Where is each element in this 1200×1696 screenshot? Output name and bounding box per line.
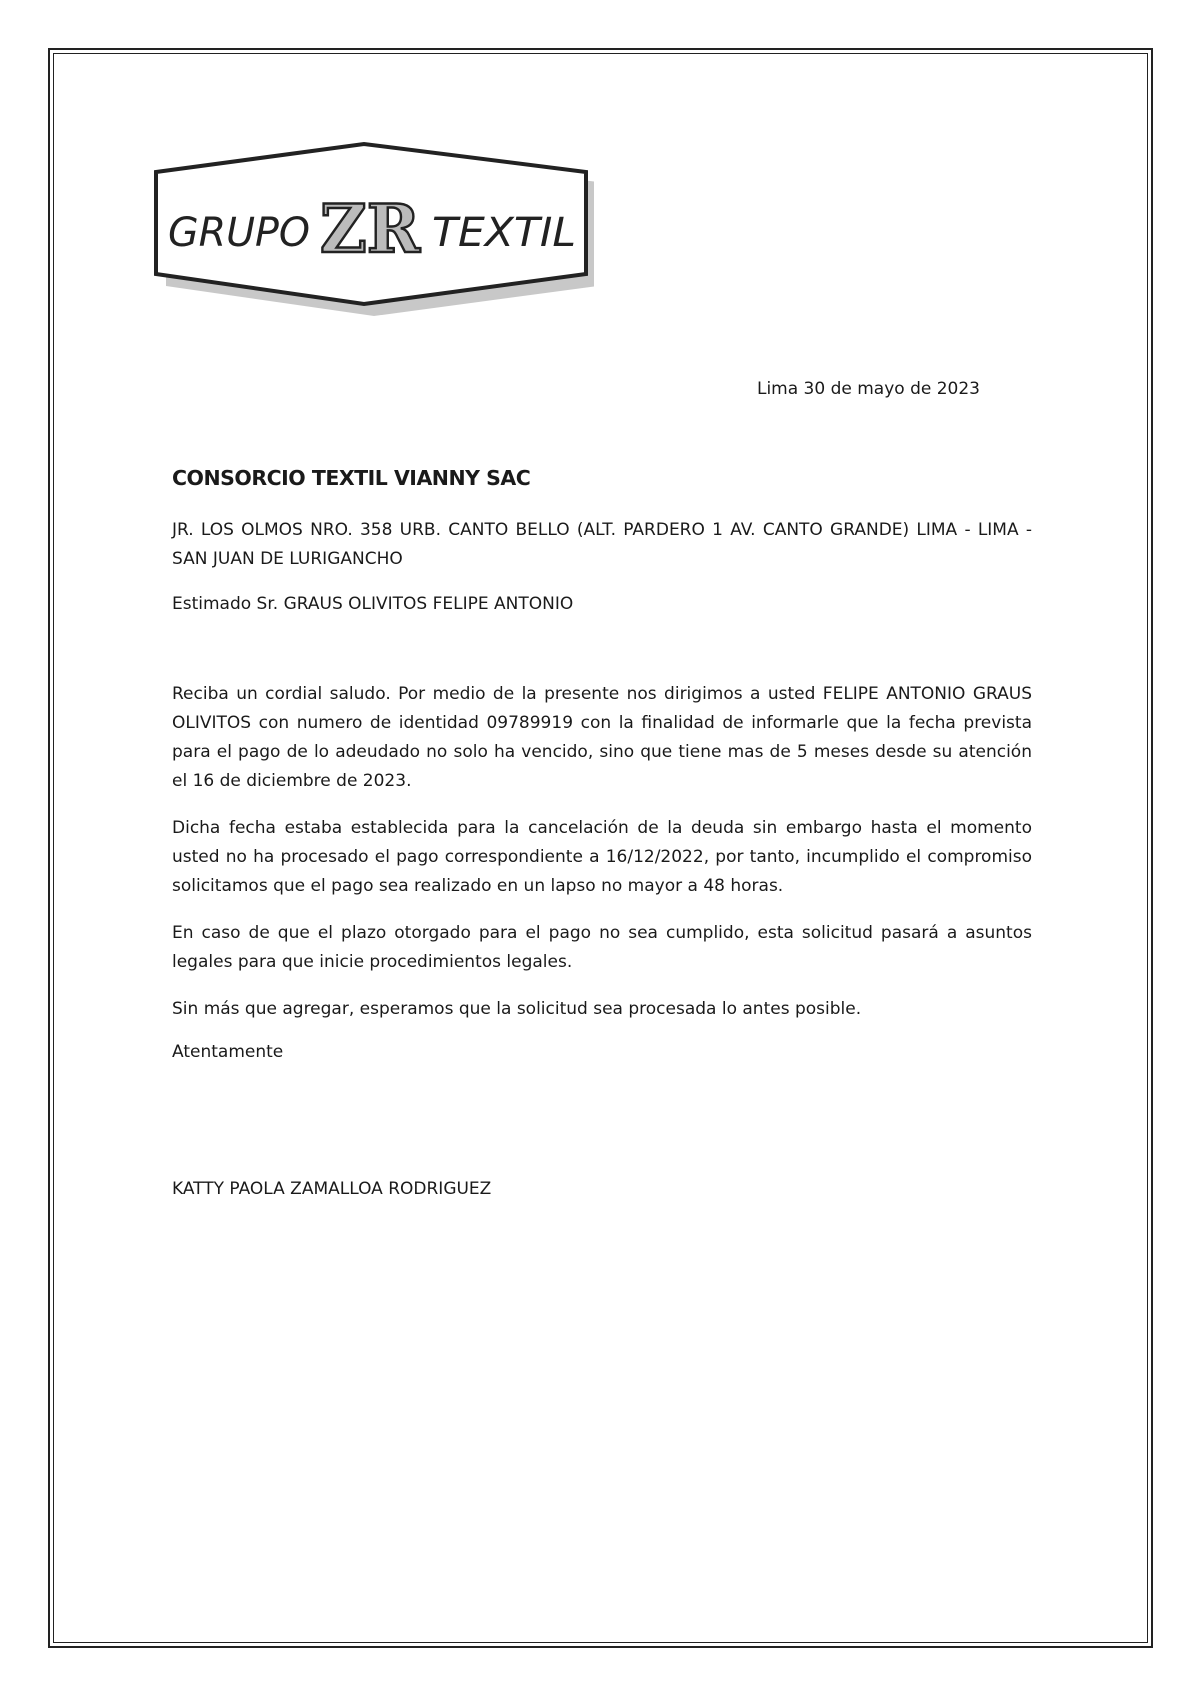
- body-paragraph: Sin más que agregar, esperamos que la solicitud sea procesada lo antes posible.: [172, 999, 862, 1019]
- letter-body: [172, 680, 1032, 1042]
- letter-greeting: Estimado Sr. GRAUS OLIVITOS FELIPE ANTONIO: [172, 594, 574, 614]
- company-logo: [154, 140, 594, 320]
- body-paragraph: Dicha fecha estaba establecida para la cancelación de la deuda sin embargo hasta el momento usted no ha procesado el pago correspondiente a 16/12/2022, por tanto, incumplido el compromiso solicitamos que el pago sea realizado en un lapso no mayor a 48 horas.: [172, 818, 1032, 896]
- letter-date: Lima 30 de mayo de 2023: [756, 379, 980, 399]
- logo-graphic: [154, 140, 594, 320]
- logo-monogram: ZR: [320, 190, 422, 268]
- body-paragraph: En caso de que el plazo otorgado para el pago no sea cumplido, esta solicitud pasará a asuntos legales para que inicie procedimientos legales.: [172, 923, 1032, 972]
- recipient-address: JR. LOS OLMOS NRO. 358 URB. CANTO BELLO (ALT. PARDERO 1 AV. CANTO GRANDE) LIMA - LIMA - SAN JUAN DE LURIGANCHO: [172, 520, 1032, 569]
- logo-right-word: TEXTIL: [432, 210, 576, 256]
- logo-left-word: GRUPO: [168, 210, 310, 256]
- body-paragraph: Reciba un cordial saludo. Por medio de la presente nos dirigimos a usted FELIPE ANTONIO GRAUS OLIVITOS con numero de identidad 09789919 con la finalidad de informarle que la fecha prevista para el pago de lo adeudado no solo ha vencido, sino que tiene mas de 5 meses desde su atención el 16 de diciembre de 2023.: [172, 684, 1032, 791]
- letter-closing: Atentamente: [172, 1042, 284, 1062]
- recipient-company: CONSORCIO TEXTIL VIANNY SAC: [172, 466, 531, 490]
- signature-name: KATTY PAOLA ZAMALLOA RODRIGUEZ: [172, 1179, 492, 1199]
